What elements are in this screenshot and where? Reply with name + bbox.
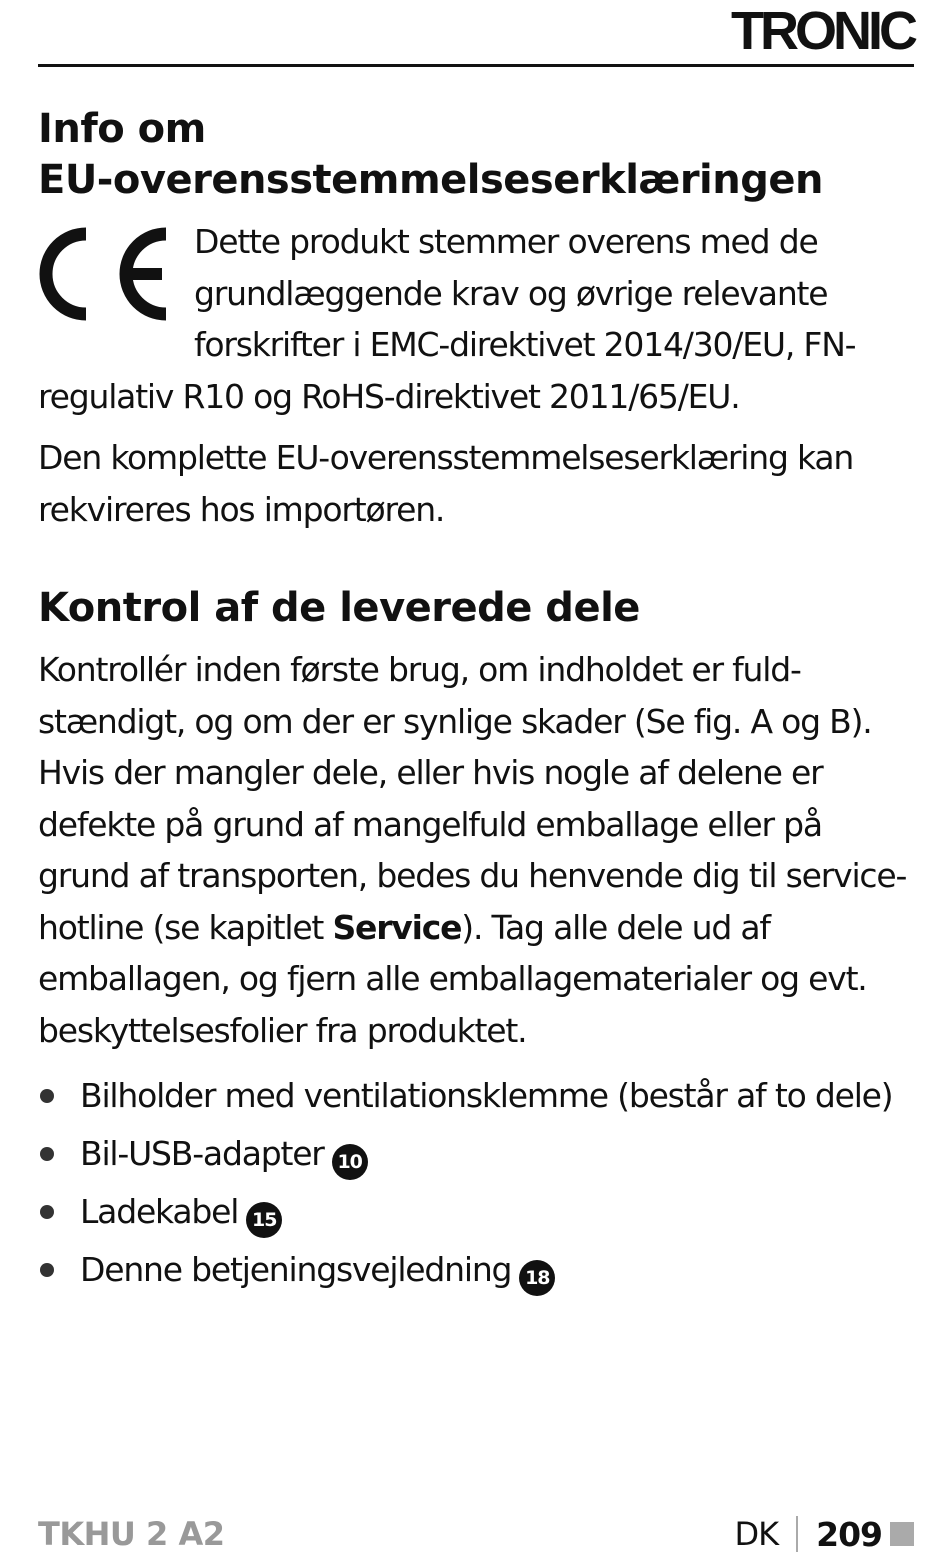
- delivery-check-text-part2: ). Tag alle dele ud af emballagen, og fjern alle emballagematerialer og evt. beskyttelsesfolier fra produktet.: [38, 907, 867, 1050]
- delivery-check-title: Kontrol af de leverede dele: [38, 585, 640, 631]
- list-item-usb-adapter: [38, 1128, 910, 1180]
- eu-declaration-block: [38, 216, 910, 422]
- list-item-manual: [38, 1244, 910, 1296]
- eu-title-line1: Info om: [38, 106, 206, 152]
- bullet-icon: [40, 1263, 54, 1277]
- list-item-car-holder: [38, 1070, 910, 1122]
- brand-logo: TRONIC: [731, 1, 914, 61]
- part-number-badge: 18: [519, 1260, 555, 1296]
- list-item-text: Bilholder med ventilationsklemme (består af to dele): [80, 1076, 893, 1115]
- list-item-text: Bil-USB-adapter: [80, 1133, 324, 1173]
- eu-declaration-request-text: Den komplette EU-overensstemmelseserklæring kan rekvireres hos importøren.: [38, 438, 854, 529]
- service-reference: Service: [332, 907, 462, 947]
- eu-conformity-text: Dette produkt stemmer overens med de grundlæggende krav og øvrige relevante forskrifter i EMC-direktivet 2014/30/EU, FN-regulativ R10 og RoHS-direktivet 2011/65/EU.: [38, 222, 856, 416]
- list-item-charging-cable: [38, 1186, 910, 1238]
- footer-page-number: 209: [816, 1514, 882, 1554]
- eu-section-title: [38, 104, 910, 206]
- bullet-icon: [40, 1147, 54, 1161]
- eu-title-line2: EU-overensstemmelseserklæringen: [38, 157, 823, 203]
- part-number-badge: 10: [332, 1144, 368, 1180]
- footer-language-code: DK: [734, 1515, 779, 1553]
- delivery-check-section: [38, 583, 910, 1296]
- footer-page-info: [734, 1514, 914, 1554]
- list-item-text: Denne betjeningsvejledning: [80, 1249, 512, 1289]
- delivery-check-text-part1: Kontrollér inden første brug, om indholdet er fuld-stændigt, og om der er synlige skader (Se fig. A og B). Hvis der mangler dele, eller hvis nogle af delene er defekte på grund af mangelfuld emballage eller på grund af transporten, bedes du henvende dig til service-hotline (se kapitlet: [38, 650, 907, 947]
- footer-square-icon: [890, 1522, 914, 1546]
- part-number-badge: 15: [246, 1202, 282, 1238]
- delivery-contents-list: [38, 1070, 910, 1296]
- delivery-check-text: [38, 644, 910, 1056]
- footer-model-number: TKHU 2 A2: [38, 1515, 225, 1553]
- footer-divider: [796, 1516, 798, 1552]
- list-item-text: Ladekabel: [80, 1191, 239, 1231]
- page-content: [38, 104, 910, 1302]
- bullet-icon: [40, 1089, 54, 1103]
- ce-mark-icon: [38, 224, 178, 324]
- header-rule: [38, 64, 914, 67]
- bullet-icon: [40, 1205, 54, 1219]
